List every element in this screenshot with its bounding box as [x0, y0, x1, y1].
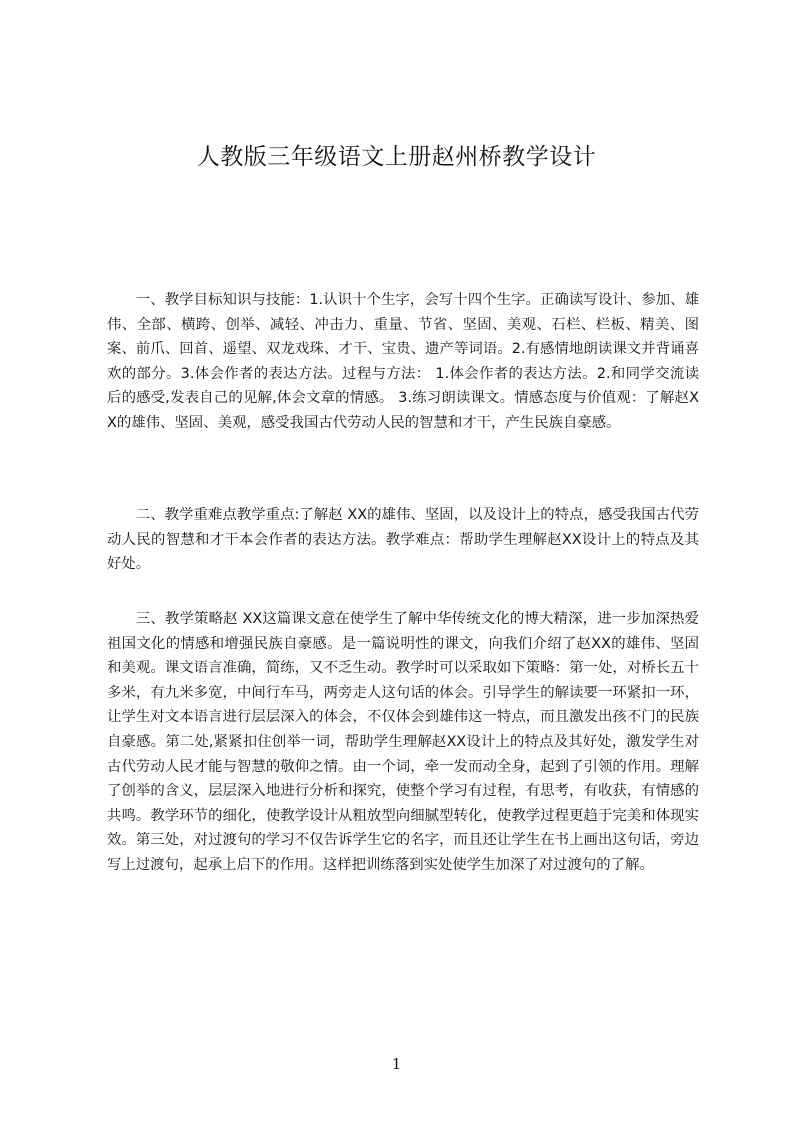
document-title: 人教版三年级语文上册赵州桥教学设计: [196, 144, 597, 170]
paragraph-teaching-goals: 一、教学目标知识与技能：1.认识十个生字，会写十四个生字。正确读写设计、参加、雄伟、全部、横跨、创举、减轻、冲击力、重量、节省、坚固、美观、石栏、栏板、精美、图案、前爪、回首、遥望、双龙戏珠、才干、宝贵、遗产等词语。2.有感情地朗读课文并背诵喜欢的部分。3.体会作者的表达方法。过程与方法： 1.体会作者的表达方法。2.和同学交流读后的感受,发表自己的见解,体会文章的情感。 3.练习朗读课文。情感态度与价值观：了解赵XX的雄伟、坚固、美观，感受我国古代劳动人民的智慧和才干，产生民族自豪感。: [107, 292, 699, 431]
paragraph-key-difficulties: 二、教学重难点教学重点:了解赵 XX的雄伟、坚固，以及设计上的特点，感受我国古代劳动人民的智慧和才干本会作者的表达方法。教学难点：帮助学生理解赵XX设计上的特点及其好处。: [107, 507, 699, 573]
page-number: 1: [391, 1055, 402, 1073]
paragraph-teaching-strategy: 三、教学策略赵 XX这篇课文意在使学生了解中华传统文化的博大精深，进一步加深热爱祖国文化的情感和增强民族自豪感。是一篇说明性的课文，向我们介绍了赵XX的雄伟、坚固和美观。课文语言准确，简练，又不乏生动。教学时可以采取如下策略：第一处，对桥长五十多米，有九米多宽，中间行车马，两旁走人这句话的体会。引导学生的解读要一环紧扣一环，让学生对文本语言进行层层深入的体会，不仅体会到雄伟这一特点，而且激发出孩不门的民族自豪感。第二处,紧紧扣住创举一词，帮助学生理解赵XX设计上的特点及其好处，激发学生对古代劳动人民才能与智慧的敬仰之情。由一个词，牵一发而动全身，起到了引领的作用。理解了创举的含义，层层深入地进行分析和探究，使整个学习有过程，有思考，有收获，有情感的共鸣。教学环节的细化，使教学设计从粗放型向细腻型转化，使教学过程更趋于完美和体现实效。第三处，对过渡句的学习不仅告诉学生它的名字，而且还让学生在书上画出这句话，旁边写上过渡句，起承上启下的作用。这样把训练落到实处使学生加深了对过渡句的了解。: [107, 611, 699, 873]
